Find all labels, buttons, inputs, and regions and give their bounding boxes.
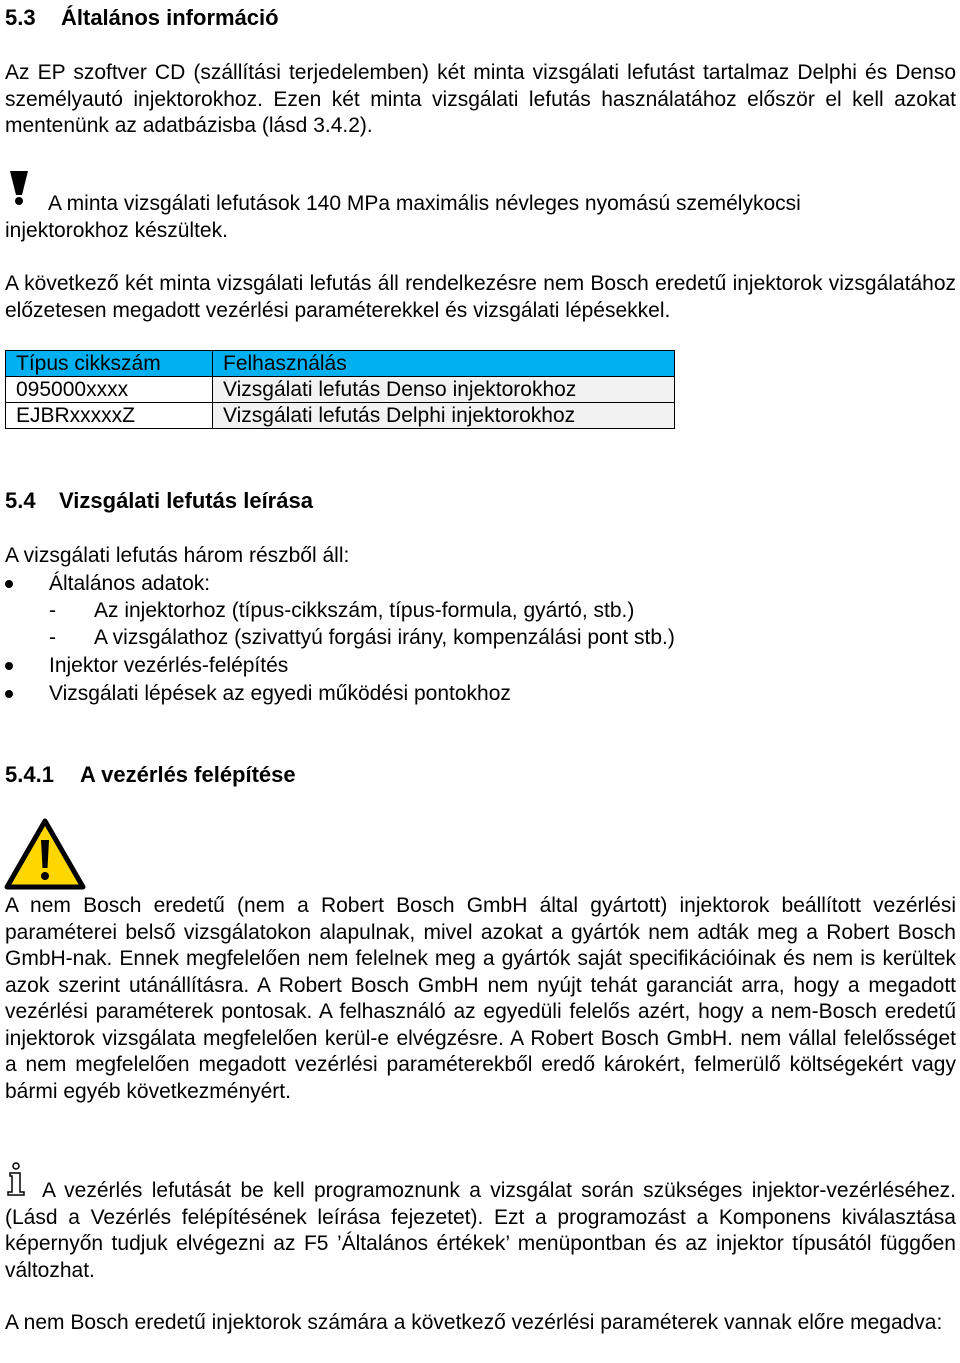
sample-runs-table bbox=[5, 350, 675, 429]
heading-5-4-1 bbox=[5, 762, 956, 788]
section-title: Vizsgálati lefutás leírása bbox=[59, 488, 313, 513]
bullet-icon bbox=[5, 580, 13, 588]
bullet-icon bbox=[5, 662, 13, 670]
info-paragraph: A vezérlés lefutását be kell programoznunk a vizsgálat során szükséges injektor-vezérléséhez. (Lásd a Vezérlés felépítésének leírása fejezetet). Ezt a programozást a Komponens kiválasztása képernyőn tudjuk elvégezni az F5 ’Általános értékek’ menüpontban és az injektor típusától függően változhat. bbox=[5, 1179, 956, 1282]
cell-usage: Vizsgálati lefutás Denso injektorokhoz bbox=[213, 377, 675, 403]
table-row bbox=[6, 377, 675, 403]
section-number: 5.4.1 bbox=[5, 762, 54, 787]
final-paragraph: A nem Bosch eredetű injektorok számára a következő vezérlési paraméterek vannak előre megadva: bbox=[5, 1311, 943, 1334]
paragraph-2: A következő két minta vizsgálati lefutás áll rendelkezésre nem Bosch eredetű injektorok vizsgálatához előzetesen megadott vezérlési paraméterekkel és vizsgálati lépésekkel. bbox=[5, 272, 956, 322]
heading-5-3 bbox=[5, 5, 956, 31]
section-number: 5.4 bbox=[5, 488, 36, 513]
bullet-icon bbox=[5, 690, 13, 698]
cell-usage: Vizsgálati lefutás Delphi injektorokhoz bbox=[213, 403, 675, 429]
table-row bbox=[6, 403, 675, 429]
intro-paragraph: Az EP szoftver CD (szállítási terjedelemben) két minta vizsgálati lefutást tartalmaz Delphi és Denso személyautó injektorokhoz. Ezen két minta vizsgálati lefutás használatához először el kell azokat mentenünk az adatbázisba (lásd 3.4.2). bbox=[5, 61, 956, 137]
section-number: 5.3 bbox=[5, 5, 36, 30]
section-5-4-intro: A vizsgálati lefutás három részből áll: bbox=[5, 544, 350, 567]
cell-type-number: 095000xxxx bbox=[6, 377, 213, 403]
warning-triangle-icon bbox=[4, 818, 86, 890]
header-usage: Felhasználás bbox=[213, 351, 675, 377]
header-type-number: Típus cikkszám bbox=[6, 351, 213, 377]
section-title: Általános információ bbox=[61, 5, 279, 30]
section-title: A vezérlés felépítése bbox=[80, 762, 296, 787]
note-line-2: injektorokhoz készültek. bbox=[5, 219, 228, 242]
note-line-1: A minta vizsgálati lefutások 140 MPa maximális névleges nyomású személykocsi bbox=[48, 192, 801, 215]
cell-type-number: EJBRxxxxxZ bbox=[6, 403, 213, 429]
exclamation-icon bbox=[7, 170, 31, 206]
warning-paragraph: A nem Bosch eredetű (nem a Robert Bosch GmbH által gyártott) injektorok beállított vezérlési paraméterei belső vizsgálatokon alapulnak, mivel azokat a gyártók nem adták meg a Robert Bosch GmbH-nak. Ennek megfelelően nem felelnek meg a gyártók saját specifikációinak és nem is kerültek azok szerint utánállításra. A Robert Bosch GmbH nem nyújt tehát garanciát arra, hogy a megadott vezérlési paraméterek pontosak. A felhasználó az egyedüli felelős azért, hogy a nem-Bosch eredetű injektorok vizsgálata megfelelően kerül-e elvégzésre. A Robert Bosch GmbH. nem vállal felelősséget a nem megfelelően megadott vezérlési paraméterekből eredő károkért, felmerülő költségekért vagy bármi egyéb következményért. bbox=[5, 894, 956, 1103]
table-header-row bbox=[6, 351, 675, 377]
heading-5-4 bbox=[5, 488, 956, 514]
